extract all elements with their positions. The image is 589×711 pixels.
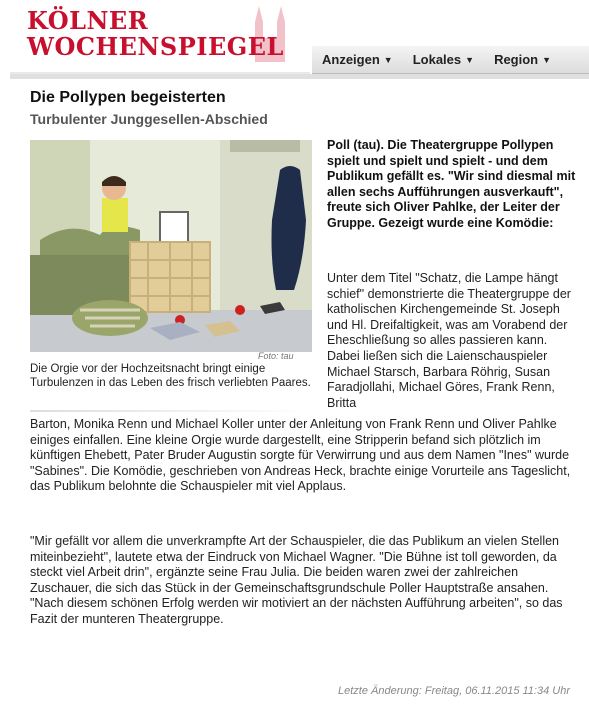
last-change-timestamp: Letzte Änderung: Freitag, 06.11.2015 11:34 Uhr <box>338 685 570 697</box>
main-nav <box>312 46 589 74</box>
article-photo[interactable] <box>30 140 312 352</box>
photo-caption: Die Orgie vor der Hochzeitsnacht bringt einige Turbulenzen in das Leben des frisch verliebten Paares. <box>30 363 311 389</box>
nav-item-label: Lokales <box>412 52 462 67</box>
nav-item-region[interactable] <box>484 46 561 74</box>
site-logo[interactable] <box>27 8 302 68</box>
article-intro: Unter dem Titel "Schatz, die Lampe hängt schief" demonstrierte die Theatergruppe der katholischen Kirchengemeinde St. Joseph und Hl. Dreifaltigkeit, was am Vorabend der Eheschließung so alles passieren kann. Dabei ließen sich die Laienschauspieler Michael Starsch, Barbara Röhrig, Susan Faradjollahi, Michael Göres, Frank Renn, Britta <box>327 271 571 410</box>
caret-down-icon: ▼ <box>383 54 393 65</box>
caret-down-icon: ▼ <box>542 54 552 65</box>
article-paragraph-2: "Mir gefällt vor allem die unverkrampfte Art der Schauspieler, die das Publikum an vielen Stellen miteinbezieht", lautete etwa der Eindruck von Michael Wagner. "Die Bühne ist toll geworden, da steckt viel Arbeit drin", ergänzte seine Frau Julia. Die beiden waren zwei der zahlreichen Zuschauer, die sich das Stück in der Gemeinschaftsgrundschule Poller Hauptstraße ansahen. "Nach diesem schönen Erfolg werden wir motiviert an der nächsten Aufführung arbeiten", so das Fazit der munteren Theatergruppe. <box>30 534 563 626</box>
article-subtitle: Turbulenter Junggesellen-Abschied <box>30 111 268 127</box>
article-lead: Poll (tau). Die Theatergruppe Pollypen spielt und spielt und spielt - und dem Publikum gefällt es. "Wir sind diesmal mit allen sechs Aufführungen ausverkauft", freute sich Oliver Pahlke, der Leiter der Gruppe. Gezeigt wurde eine Komödie: <box>327 138 576 230</box>
article-title: Die Pollypen begeisterten <box>30 89 226 106</box>
article-paragraph-1: Barton, Monika Renn und Michael Koller unter der Anleitung von Frank Renn und Oliver Pahlke einiges einfallen. Eine kleine Orgie wurde dargestellt, eine Stripperin befand sich plötzlich im künftigen Ehebett, Pater Bruder Augustin sorgte für Verwirrung und aus dem Namen "Ines" wurde "Sabines". Die Komödie, geschrieben von Andreas Heck, brachte einige Vorurteile ans Tageslicht, das Publikum belohnte die Schauspieler mit viel Applaus. <box>30 417 571 494</box>
nav-item-label: Anzeigen <box>322 52 380 67</box>
caret-down-icon: ▼ <box>465 54 475 65</box>
stage-scene-image <box>30 140 312 352</box>
logo-line-1: KÖLNER <box>27 6 149 35</box>
nav-item-anzeigen[interactable] <box>312 46 403 74</box>
nav-item-lokales[interactable] <box>403 46 484 74</box>
header-shadow-line <box>10 74 589 79</box>
caption-divider <box>30 410 308 412</box>
photo-credit: Foto: tau <box>258 351 294 361</box>
site-header <box>0 0 589 85</box>
nav-item-label: Region <box>494 52 539 67</box>
cathedral-icon <box>250 4 290 62</box>
logo-line-2: WOCHENSPIEGEL <box>27 32 284 61</box>
